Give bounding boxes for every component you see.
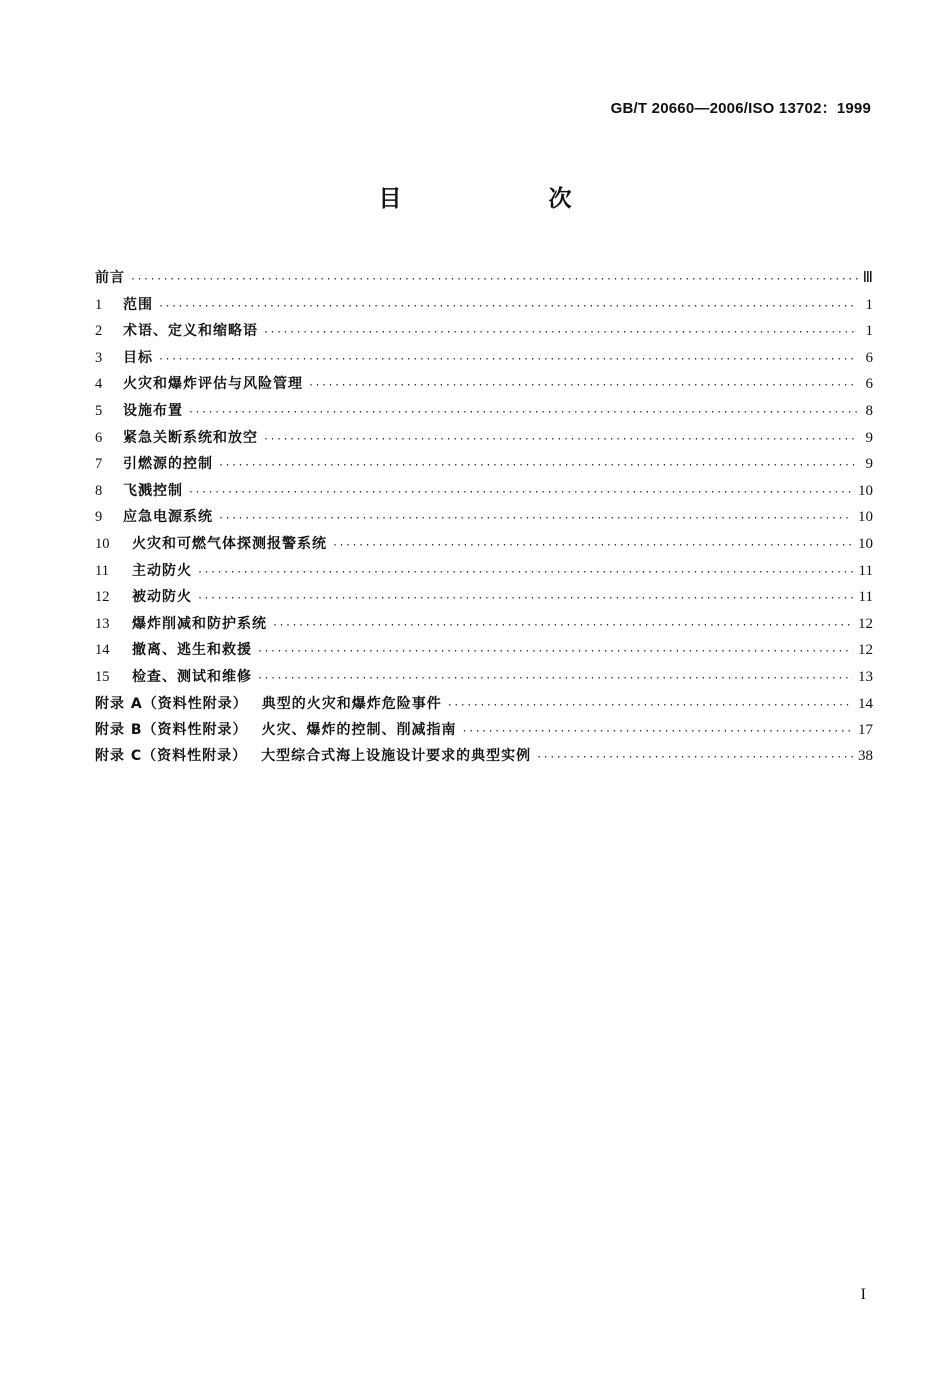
toc-entry-number: 1 bbox=[95, 296, 103, 313]
dot-leader bbox=[218, 506, 853, 533]
toc-entry-page: 10 bbox=[858, 509, 873, 526]
toc-entry[interactable] bbox=[95, 451, 873, 478]
dot-leader bbox=[158, 294, 858, 321]
toc-entry-page: 6 bbox=[865, 349, 873, 366]
toc-entry[interactable] bbox=[95, 504, 873, 531]
toc-entry[interactable] bbox=[95, 531, 873, 558]
toc-entry[interactable] bbox=[95, 558, 873, 585]
page-title: 目 次 bbox=[378, 186, 634, 212]
toc-entry-label: 设施布置 bbox=[123, 402, 183, 419]
dot-leader bbox=[536, 745, 853, 771]
dot-leader bbox=[197, 560, 854, 587]
toc-entry-page: 11 bbox=[858, 589, 873, 606]
toc-entry-page: 12 bbox=[858, 642, 873, 659]
toc-entry[interactable] bbox=[95, 398, 873, 425]
dot-leader bbox=[218, 453, 858, 480]
dot-leader bbox=[188, 480, 853, 507]
toc-entry-label: 前言 bbox=[95, 270, 125, 286]
toc-entry[interactable] bbox=[95, 611, 873, 638]
toc-entry-number: 5 bbox=[95, 402, 103, 419]
toc-entry-page: 12 bbox=[858, 615, 873, 632]
toc-entry-label: 被动防火 bbox=[132, 589, 192, 606]
page-number: I bbox=[860, 1286, 866, 1303]
toc-entry-page: 1 bbox=[865, 296, 873, 313]
toc-entry-page: 11 bbox=[858, 562, 873, 579]
toc-entry[interactable] bbox=[95, 425, 873, 452]
toc-entry[interactable] bbox=[95, 318, 873, 345]
toc-entry-page: 14 bbox=[858, 695, 873, 712]
toc-entry-page: 13 bbox=[858, 668, 873, 685]
toc-entry[interactable] bbox=[95, 478, 873, 505]
toc-entry-number: 6 bbox=[95, 429, 103, 446]
toc-entry-label: 撤离、逃生和救援 bbox=[132, 642, 252, 659]
toc-entry-page: 10 bbox=[858, 482, 873, 499]
toc-entry-label: 主动防火 bbox=[132, 562, 192, 579]
appendix-title: 火灾、爆炸的控制、削减指南 bbox=[261, 721, 457, 738]
toc-entry-label: 飞溅控制 bbox=[123, 482, 183, 499]
toc-appendix-a[interactable] bbox=[95, 691, 873, 717]
toc-entry-label: 范围 bbox=[123, 296, 153, 313]
toc-entry-number: 3 bbox=[95, 349, 103, 366]
toc-entry[interactable] bbox=[95, 292, 873, 319]
dot-leader bbox=[197, 586, 854, 613]
toc-entry-number: 15 bbox=[95, 668, 110, 685]
toc-entry-page: 9 bbox=[865, 456, 873, 473]
dot-leader bbox=[188, 400, 858, 427]
toc-entry-page: 1 bbox=[865, 323, 873, 340]
toc-entry-label: 检查、测试和维修 bbox=[132, 668, 252, 685]
dot-leader bbox=[158, 347, 858, 374]
appendix-title: 典型的火灾和爆炸危险事件 bbox=[261, 695, 442, 712]
table-of-contents bbox=[95, 265, 873, 769]
toc-entry[interactable] bbox=[95, 664, 873, 691]
toc-entry-page: 8 bbox=[865, 402, 873, 419]
dot-leader bbox=[263, 320, 858, 347]
toc-entry-number: 12 bbox=[95, 589, 110, 606]
toc-appendix-c[interactable] bbox=[95, 743, 873, 769]
toc-entry[interactable] bbox=[95, 637, 873, 664]
toc-entry-page: 38 bbox=[858, 747, 873, 764]
appendix-prefix: 附录 A（资料性附录） bbox=[95, 695, 248, 712]
toc-entry-number: 10 bbox=[95, 535, 110, 552]
dot-leader bbox=[332, 533, 853, 560]
toc-entry[interactable] bbox=[95, 345, 873, 372]
toc-entry-label: 紧急关断系统和放空 bbox=[123, 429, 258, 446]
toc-entry-page: 10 bbox=[858, 535, 873, 552]
toc-entry-number: 7 bbox=[95, 456, 103, 473]
toc-entry-page: 17 bbox=[858, 721, 873, 738]
toc-entry[interactable] bbox=[95, 371, 873, 398]
toc-entry-label: 目标 bbox=[123, 349, 153, 366]
dot-leader bbox=[462, 719, 853, 745]
toc-entry-number: 8 bbox=[95, 482, 103, 499]
appendix-prefix: 附录 B（资料性附录） bbox=[95, 721, 248, 738]
dot-leader bbox=[308, 373, 858, 400]
toc-appendix-b[interactable] bbox=[95, 717, 873, 743]
toc-entry-page: 9 bbox=[865, 429, 873, 446]
toc-entry[interactable] bbox=[95, 584, 873, 611]
standard-code: GB/T 20660—2006/ISO 13702：1999 bbox=[610, 100, 871, 117]
appendix-title: 大型综合式海上设施设计要求的典型实例 bbox=[261, 747, 532, 764]
toc-entry-label: 火灾和爆炸评估与风险管理 bbox=[123, 376, 303, 393]
toc-entry-page: Ⅲ bbox=[862, 270, 873, 286]
appendix-prefix: 附录 C（资料性附录） bbox=[95, 747, 248, 764]
toc-entry-number: 13 bbox=[95, 615, 110, 632]
toc-entry-number: 2 bbox=[95, 323, 103, 340]
toc-entry-number: 9 bbox=[95, 509, 103, 526]
dot-leader bbox=[130, 267, 858, 294]
toc-entry-label: 术语、定义和缩略语 bbox=[123, 323, 258, 340]
toc-entry-label: 引燃源的控制 bbox=[123, 456, 213, 473]
toc-entry-number: 4 bbox=[95, 376, 103, 393]
toc-entry-preface[interactable] bbox=[95, 265, 873, 292]
dot-leader bbox=[257, 666, 853, 693]
dot-leader bbox=[263, 427, 858, 454]
toc-entry-label: 应急电源系统 bbox=[123, 509, 213, 526]
toc-entry-page: 6 bbox=[865, 376, 873, 393]
dot-leader bbox=[447, 693, 853, 719]
dot-leader bbox=[257, 639, 853, 666]
toc-entry-label: 火灾和可燃气体探测报警系统 bbox=[132, 535, 327, 552]
toc-entry-number: 14 bbox=[95, 642, 110, 659]
dot-leader bbox=[272, 613, 853, 640]
toc-entry-label: 爆炸削减和防护系统 bbox=[132, 615, 267, 632]
toc-entry-number: 11 bbox=[95, 562, 109, 579]
